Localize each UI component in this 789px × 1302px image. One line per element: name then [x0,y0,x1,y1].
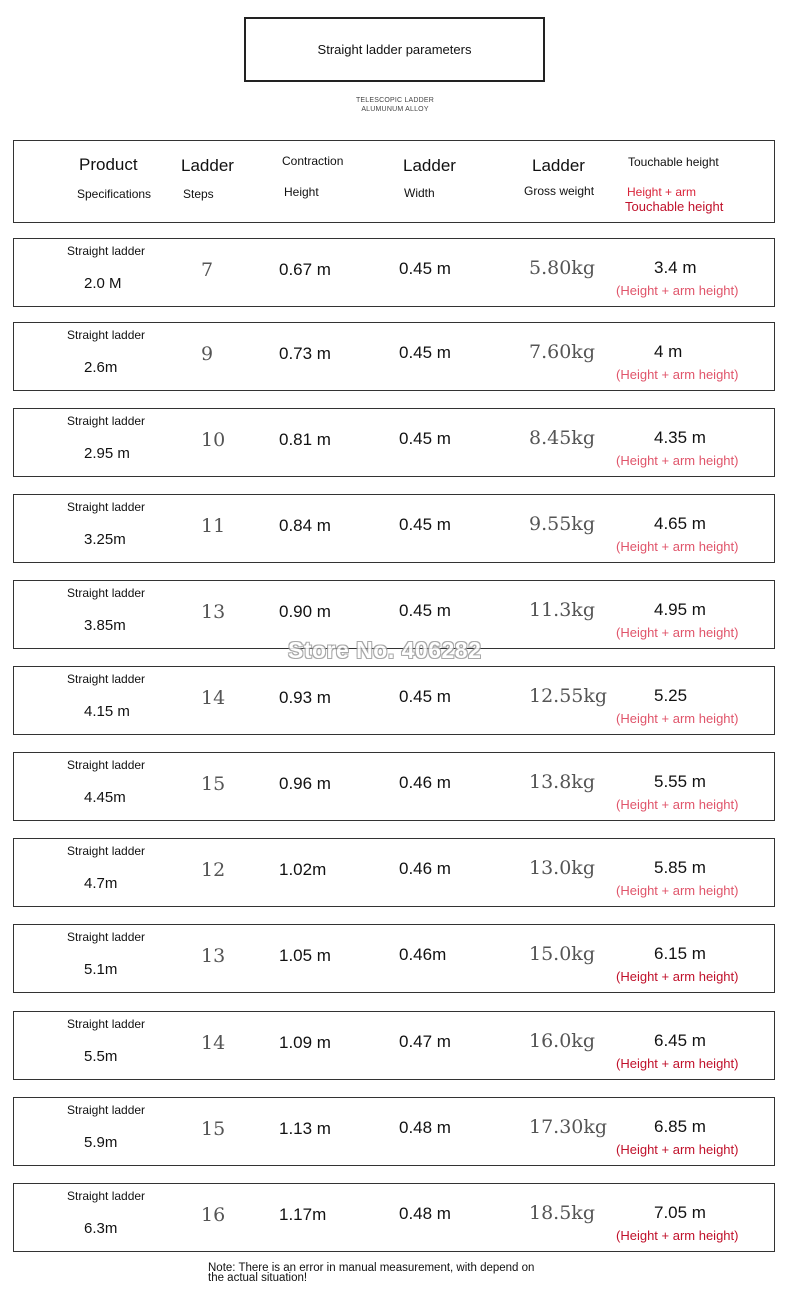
contraction-height-value: 0.96 m [279,774,331,793]
contraction-height-value: 1.17m [279,1205,327,1224]
table-row [13,924,775,993]
touchable-height-value: 4 m [654,342,683,361]
product-name: Straight ladder [67,1017,146,1031]
contraction-height-value: 1.02m [279,860,327,879]
product-size: 4.45m [84,789,126,806]
touchable-height-note: (Height + arm height) [616,969,739,984]
steps-value: 14 [201,687,226,709]
table-row [13,1097,775,1166]
touchable-height-note: (Height + arm height) [616,283,739,298]
footnote-line-2: the actual situation! [208,1272,308,1284]
header-ladder-3: Ladder [532,156,585,175]
touchable-height-value: 6.45 m [654,1031,706,1050]
contraction-height-value: 1.13 m [279,1119,331,1138]
steps-value: 11 [201,515,226,537]
steps-value: 13 [201,945,226,967]
contraction-height-value: 0.90 m [279,602,331,621]
product-name: Straight ladder [67,1103,146,1117]
ladder-width-value: 0.48 m [399,1204,451,1223]
contraction-height-value: 0.81 m [279,430,331,449]
product-name: Straight ladder [67,586,146,600]
steps-value: 15 [201,1118,226,1140]
touchable-height-value: 4.95 m [654,600,706,619]
table-row [13,1183,775,1252]
touchable-height-value: 5.25 [654,686,688,705]
ladder-width-value: 0.47 m [399,1032,451,1051]
touchable-height-value: 4.35 m [654,428,706,447]
header-contraction: Contraction [282,154,344,168]
steps-value: 10 [201,429,226,451]
footnote-line-1: Note: There is an error in manual measurement, with depend on [208,1262,535,1274]
product-size: 3.85m [84,617,126,634]
header-gross-weight: Gross weight [524,184,595,198]
contraction-height-value: 1.05 m [279,946,331,965]
product-name: Straight ladder [67,930,146,944]
contraction-height-value: 0.73 m [279,344,331,363]
header-ladder-2: Ladder [403,156,456,175]
touchable-height-value: 7.05 m [654,1203,706,1222]
touchable-height-value: 6.15 m [654,944,706,963]
touchable-height-note: (Height + arm height) [616,797,739,812]
table-row [13,838,775,907]
product-name: Straight ladder [67,672,146,686]
table-row [13,494,775,563]
header-product: Product [79,155,138,174]
touchable-height-note: (Height + arm height) [616,367,739,382]
header-ladder-1: Ladder [181,156,234,175]
product-name: Straight ladder [67,328,146,342]
steps-value: 12 [201,859,226,881]
product-size: 6.3m [84,1220,118,1237]
ladder-width-value: 0.45 m [399,687,451,706]
header-specifications: Specifications [77,187,152,201]
ladder-width-value: 0.45 m [399,515,451,534]
product-size: 2.0 M [84,275,122,292]
table-row [13,408,775,477]
subtitle-line-1: TELESCOPIC LADDER [355,97,435,104]
steps-value: 14 [201,1032,226,1054]
touchable-height-note: (Height + arm height) [616,625,739,640]
table-row [13,666,775,735]
table-header [13,140,775,223]
gross-weight-value: 8.45kg [529,427,595,449]
ladder-width-value: 0.46 m [399,773,451,792]
page-title: Straight ladder parameters [317,42,472,57]
gross-weight-value: 16.0kg [529,1030,595,1052]
steps-value: 15 [201,773,226,795]
gross-weight-value: 12.55kg [529,685,608,707]
contraction-height-value: 0.67 m [279,260,331,279]
subtitle-line-2: ALUMUNUM ALLOY [361,106,429,113]
gross-weight-value: 11.3kg [529,599,595,621]
touchable-height-value: 4.65 m [654,514,706,533]
product-name: Straight ladder [67,758,146,772]
touchable-height-note: (Height + arm height) [616,711,739,726]
product-size: 2.6m [84,359,118,376]
ladder-width-value: 0.46m [399,945,447,964]
product-name: Straight ladder [67,500,146,514]
product-name: Straight ladder [67,1189,146,1203]
product-size: 5.9m [84,1134,118,1151]
product-name: Straight ladder [67,414,146,428]
contraction-height-value: 0.84 m [279,516,331,535]
touchable-height-note: (Height + arm height) [616,1142,739,1157]
product-size: 4.7m [84,875,118,892]
title-box [244,17,545,82]
gross-weight-value: 15.0kg [529,943,595,965]
touchable-height-note: (Height + arm height) [616,1056,739,1071]
ladder-width-value: 0.46 m [399,859,451,878]
header-height-arm: Height + arm [627,185,697,199]
touchable-height-note: (Height + arm height) [616,453,739,468]
table-row [13,752,775,821]
touchable-height-value: 5.85 m [654,858,706,877]
gross-weight-value: 9.55kg [529,513,595,535]
gross-weight-value: 18.5kg [529,1202,595,1224]
gross-weight-value: 13.8kg [529,771,595,793]
touchable-height-value: 3.4 m [654,258,697,277]
gross-weight-value: 17.30kg [529,1116,608,1138]
product-name: Straight ladder [67,244,146,258]
touchable-height-note: (Height + arm height) [616,539,739,554]
product-size: 2.95 m [84,445,130,462]
product-size: 5.1m [84,961,118,978]
table-row [13,238,775,307]
header-touchable-height-red: Touchable height [625,199,724,214]
gross-weight-value: 7.60kg [529,341,595,363]
steps-value: 9 [201,343,214,365]
product-size: 4.15 m [84,703,130,720]
table-row [13,322,775,391]
ladder-width-value: 0.45 m [399,601,451,620]
header-height: Height [284,185,319,199]
gross-weight-value: 5.80kg [529,257,595,279]
touchable-height-note: (Height + arm height) [616,883,739,898]
header-touchable-height: Touchable height [628,155,719,169]
header-steps: Steps [183,187,214,201]
gross-weight-value: 13.0kg [529,857,595,879]
footnote [208,1263,568,1283]
product-size: 3.25m [84,531,126,548]
touchable-height-value: 6.85 m [654,1117,706,1136]
subtitle [330,96,460,114]
ladder-width-value: 0.45 m [399,259,451,278]
product-name: Straight ladder [67,844,146,858]
product-size: 5.5m [84,1048,118,1065]
ladder-width-value: 0.45 m [399,343,451,362]
touchable-height-note: (Height + arm height) [616,1228,739,1243]
store-watermark: Store No. 406282 [288,637,482,663]
table-row [13,1011,775,1080]
steps-value: 7 [201,259,214,281]
steps-value: 13 [201,601,226,623]
ladder-width-value: 0.45 m [399,429,451,448]
ladder-width-value: 0.48 m [399,1118,451,1137]
header-width: Width [404,186,435,200]
contraction-height-value: 1.09 m [279,1033,331,1052]
touchable-height-value: 5.55 m [654,772,706,791]
contraction-height-value: 0.93 m [279,688,331,707]
steps-value: 16 [201,1204,226,1226]
